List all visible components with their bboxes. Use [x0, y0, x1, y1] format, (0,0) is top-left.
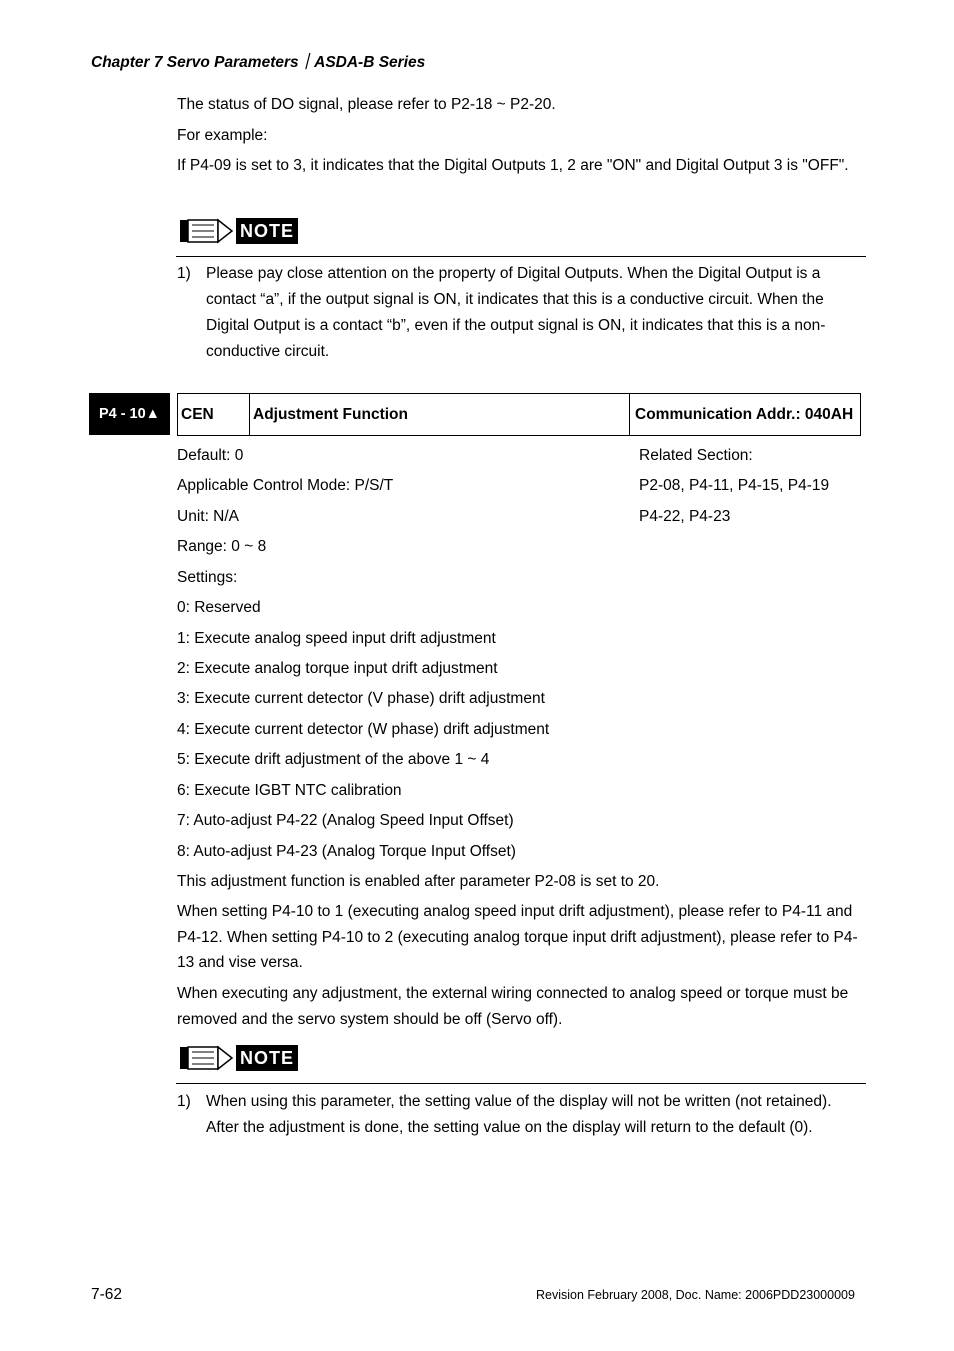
- note-pencil-icon: [179, 218, 234, 244]
- note-pencil-icon: [179, 1045, 234, 1071]
- note-divider: [176, 256, 866, 257]
- setting-item: 1: Execute analog speed input drift adjustment: [177, 630, 496, 647]
- intro-line-2: For example:: [177, 127, 268, 144]
- setting-item: 4: Execute current detector (W phase) drift adjustment: [177, 721, 550, 738]
- paragraph-enable: This adjustment function is enabled after parameter P2-08 is set to 20.: [177, 873, 660, 890]
- running-header: Chapter 7 Servo Parameters｜ASDA-B Series: [91, 54, 426, 71]
- parameter-address: Communication Addr.: 040AH: [635, 405, 854, 423]
- related-section-label: Related Section:: [639, 447, 753, 464]
- related-section-line-1: P2-08, P4-11, P4-15, P4-19: [639, 477, 830, 494]
- setting-item: 6: Execute IGBT NTC calibration: [177, 782, 402, 799]
- page-number: 7-62: [91, 1286, 123, 1303]
- settings-label: Settings:: [177, 569, 238, 586]
- note-label: NOTE: [236, 1045, 298, 1071]
- note-item: [177, 261, 867, 365]
- note-banner: [179, 217, 298, 245]
- setting-item: 2: Execute analog torque input drift adjustment: [177, 660, 498, 677]
- revision-info: Revision February 2008, Doc. Name: 2006PDD23000009: [536, 1288, 855, 1302]
- related-section-line-2: P4-22, P4-23: [639, 508, 731, 525]
- note-divider: [176, 1083, 866, 1084]
- intro-line-1: The status of DO signal, please refer to P2-18 ~ P2-20.: [177, 96, 556, 113]
- setting-item: 7: Auto-adjust P4-22 (Analog Speed Input Offset): [177, 812, 514, 829]
- setting-item: 8: Auto-adjust P4-23 (Analog Torque Input Offset): [177, 843, 516, 860]
- note-item-number: 1): [177, 1093, 191, 1110]
- default-value: Default: 0: [177, 447, 244, 464]
- note-item-number: 1): [177, 265, 191, 282]
- setting-item: 0: Reserved: [177, 599, 261, 616]
- note-banner: [179, 1044, 298, 1072]
- range: Range: 0 ~ 8: [177, 538, 267, 555]
- control-mode: Applicable Control Mode: P/S/T: [177, 477, 394, 494]
- parameter-name: Adjustment Function: [250, 394, 630, 435]
- note-item-text: Please pay close attention on the property of Digital Outputs. When the Digital Output is a contact “a”, if the output signal is ON, it indicates that this is a conductive circuit. When the Digital Output is a contact “b”, even if the output signal is ON, it indicates that this is a non-conductive circuit.: [206, 265, 826, 360]
- paragraph-setting-notes: When setting P4-10 to 1 (executing analog speed input drift adjustment), please refer to P4-11 and P4-12. When setting P4-10 to 2 (executing analog torque input drift adjustment), please refer to P4-13 and vise versa.: [177, 903, 858, 971]
- setting-item: 3: Execute current detector (V phase) drift adjustment: [177, 690, 545, 707]
- parameter-header-table: [177, 393, 861, 436]
- note-item: [177, 1089, 867, 1141]
- note-label: NOTE: [236, 218, 298, 244]
- parameter-code: CEN: [178, 394, 250, 435]
- intro-example: If P4-09 is set to 3, it indicates that the Digital Outputs 1, 2 are "ON" and Digital Output 3 is "OFF".: [177, 157, 849, 174]
- setting-item: 5: Execute drift adjustment of the above 1 ~ 4: [177, 751, 490, 768]
- unit: Unit: N/A: [177, 508, 240, 525]
- note-item-text: When using this parameter, the setting value of the display will not be written (not retained). After the adjustment is done, the setting value on the display will return to the default (0).: [206, 1093, 832, 1136]
- paragraph-wiring: When executing any adjustment, the external wiring connected to analog speed or torque must be removed and the servo system should be off (Servo off).: [177, 985, 849, 1028]
- parameter-tag: P4 - 10▲: [89, 393, 170, 435]
